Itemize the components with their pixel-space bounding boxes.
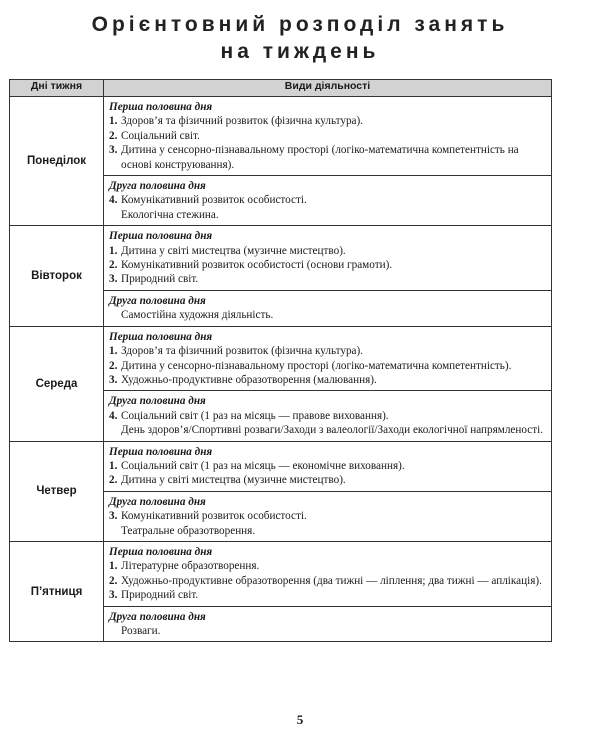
activity-item	[109, 509, 547, 523]
activity-item	[109, 588, 547, 602]
activity-item	[109, 244, 547, 258]
activity-note: День здоров’я/Спортивні розваги/Заходи з валеології/Заходи екологічної напрямленості.	[121, 424, 544, 437]
item-text: Дитина у світі мистецтва (музичне мистецтво).	[121, 244, 346, 257]
activity-item	[109, 193, 547, 207]
day-name: Вівторок	[10, 226, 104, 326]
activity-item	[109, 143, 547, 172]
activity-item	[109, 559, 547, 573]
day-section	[104, 326, 552, 391]
item-number: 1.	[109, 459, 118, 472]
activity-item	[109, 344, 547, 358]
item-text: Дитина у сенсорно-пізнавальному просторі (логіко-математична компетентність на основі конструювання).	[121, 144, 519, 171]
section-heading: Перша половина дня	[109, 545, 213, 558]
item-number: 3.	[109, 144, 118, 157]
day-name: Четвер	[10, 441, 104, 541]
section-heading: Перша половина дня	[109, 101, 213, 113]
item-text: Соціальний світ (1 раз на місяць — економічне виховання).	[121, 459, 405, 472]
item-text: Комунікативний розвиток особистості (основи грамоти).	[121, 259, 393, 272]
item-text: Дитина у сенсорно-пізнавальному просторі (логіко-математична компетентність).	[121, 359, 512, 372]
item-text: Комунікативний розвиток особистості.	[121, 510, 307, 523]
item-text: Природний світ.	[121, 273, 199, 286]
schedule-body	[10, 97, 552, 642]
item-text: Літературне образотворення.	[121, 560, 260, 573]
item-text: Соціальний світ (1 раз на місяць — правове виховання).	[121, 409, 389, 422]
activity-note: Театральне образотворення.	[121, 524, 256, 537]
item-number: 2.	[109, 259, 118, 272]
section-heading: Перша половина дня	[109, 445, 213, 458]
day-section	[104, 606, 552, 642]
item-number: 2.	[109, 129, 118, 142]
activity-note: Розваги.	[121, 625, 161, 637]
schedule-row	[10, 326, 552, 391]
day-section	[104, 97, 552, 176]
section-heading: Друга половина дня	[109, 180, 206, 193]
item-number: 1.	[109, 244, 118, 257]
item-number: 3.	[109, 510, 118, 523]
schedule-row	[10, 441, 552, 491]
activity-item	[109, 114, 547, 128]
item-text: Соціальний світ.	[121, 129, 200, 142]
item-text: Комунікативний розвиток особистості.	[121, 194, 307, 207]
section-heading: Перша половина дня	[109, 230, 213, 243]
activity-item	[109, 129, 547, 143]
section-heading: Друга половина дня	[109, 610, 206, 623]
day-section	[104, 541, 552, 606]
page-title-line-2: на тиждень	[220, 40, 380, 63]
item-number: 2.	[109, 574, 118, 587]
day-name: П’ятниця	[10, 541, 104, 641]
day-section	[104, 491, 552, 541]
activity-note: Екологічна стежина.	[121, 208, 219, 221]
column-header-activities: Види діяльності	[104, 80, 552, 97]
page-number: 5	[296, 712, 304, 727]
item-number: 1.	[109, 115, 118, 128]
activity-item	[109, 473, 547, 487]
item-number: 3.	[109, 373, 118, 386]
schedule-row	[10, 97, 552, 176]
day-section	[104, 441, 552, 491]
page-title-line-1: Орієнтовний розподіл занять	[91, 13, 509, 36]
day-section	[104, 290, 552, 326]
section-heading: Друга половина дня	[109, 395, 206, 408]
column-header-days: Дні тижня	[10, 80, 104, 97]
item-number: 4.	[109, 194, 118, 207]
activity-item	[109, 459, 547, 473]
activity-note: Самостійна художня діяльність.	[121, 309, 274, 322]
item-text: Дитина у світі мистецтва (музичне мистецтво).	[121, 474, 346, 487]
day-section	[104, 226, 552, 291]
item-text: Художньо-продуктивне образотворення (два тижні — ліплення; два тижні — аплікація).	[121, 574, 542, 587]
item-text: Природний світ.	[121, 589, 199, 602]
item-text: Здоров’я та фізичний розвиток (фізична культура).	[121, 115, 364, 128]
item-number: 3.	[109, 589, 118, 602]
item-number: 2.	[109, 359, 118, 372]
day-name: Середа	[10, 326, 104, 441]
item-text: Художньо-продуктивне образотворення (малювання).	[121, 373, 377, 386]
day-name: Понеділок	[10, 97, 104, 226]
day-section	[104, 176, 552, 226]
item-number: 1.	[109, 560, 118, 573]
activity-item	[109, 272, 547, 286]
activity-item	[109, 359, 547, 373]
activity-item	[109, 258, 547, 272]
section-heading: Друга половина дня	[109, 294, 206, 307]
activity-item	[109, 409, 547, 423]
schedule-row	[10, 226, 552, 291]
activity-item	[109, 373, 547, 387]
schedule-row	[10, 541, 552, 606]
item-text: Здоров’я та фізичний розвиток (фізична культура).	[121, 345, 364, 358]
section-heading: Друга половина дня	[109, 495, 206, 508]
weekly-schedule-table	[9, 79, 552, 642]
item-number: 1.	[109, 345, 118, 358]
item-number: 2.	[109, 474, 118, 487]
item-number: 4.	[109, 409, 118, 422]
item-number: 3.	[109, 273, 118, 286]
activity-item	[109, 574, 547, 588]
day-section	[104, 391, 552, 441]
section-heading: Перша половина дня	[109, 330, 213, 343]
